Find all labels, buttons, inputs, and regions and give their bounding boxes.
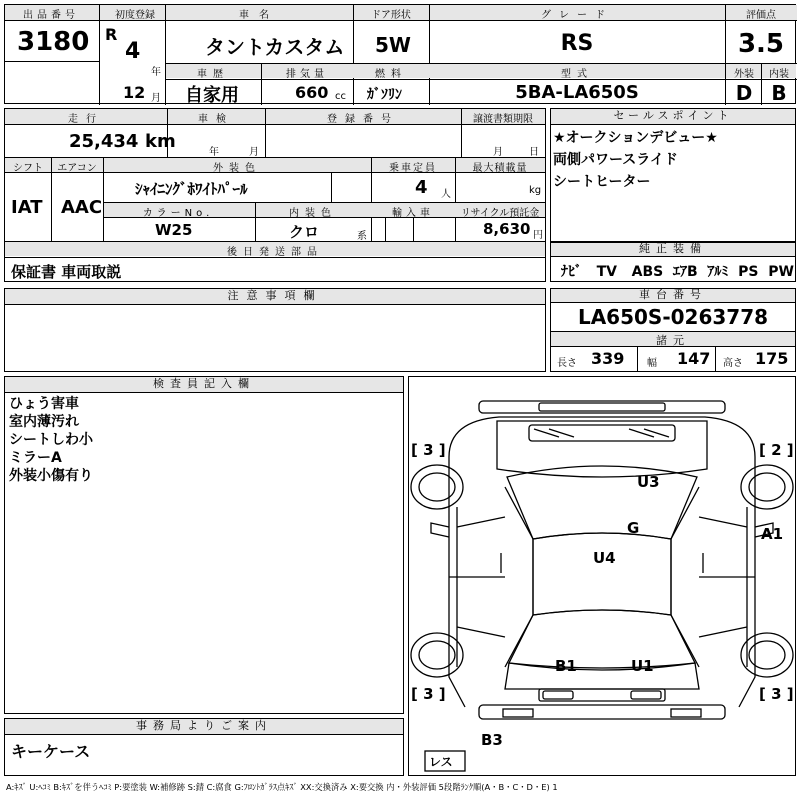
reg-year: 4 (125, 39, 141, 64)
month-unit: 月 (151, 93, 161, 104)
grade-label: グレード (541, 10, 613, 21)
door-label: ドア形状 (371, 10, 411, 21)
reg-no-label: 登録番号 (327, 114, 399, 125)
seats-label: 乗車定員 (389, 163, 437, 174)
color-label: 外装色 (213, 163, 261, 174)
inspector-note-1: ひょう害車 (9, 396, 79, 412)
mileage-value: 25,434 (69, 131, 139, 152)
color-no-label: カラーNo. (142, 208, 214, 219)
ac-label: エアコン (57, 163, 97, 174)
door-type: 5W (375, 33, 411, 57)
equip-airbag: ｴｱB (672, 264, 698, 280)
legend-text: A:ｷｽﾞ U:ﾍｺﾐ B:ｷｽﾞを伴うﾍｺﾐ P:要塗装 W:補修跡 S:錆 C:腐食 G:ﾌﾛﾝﾄｶﾞﾗｽ点ｷｽﾞ XX:交換済み X:要交換 内・外装評価 5段階ﾗﾝｸ順(A・B・C・D・E) 1 (6, 782, 558, 792)
office-panel (4, 718, 404, 776)
damage-diagram (408, 376, 796, 776)
equip-pw: PW (768, 264, 794, 280)
damage-mark-a1: A1 (761, 525, 784, 543)
recycle-unit: 円 (533, 230, 543, 241)
inspector-label: 検査員記入欄 (5, 377, 403, 393)
lot-label: 出品番号 (23, 10, 79, 21)
year-unit: 年 (151, 67, 161, 78)
first-reg-label: 初度登録 (115, 10, 155, 21)
later-parts-value: 保証書 車両取説 (11, 263, 122, 281)
height-value: 175 (755, 349, 789, 368)
color-no-value: W25 (155, 221, 193, 239)
inspector-panel (4, 376, 404, 714)
inspector-note-3: シートしわ小 (9, 432, 93, 448)
inspector-note-2: 室内薄汚れ (9, 414, 79, 430)
doc-day-unit: 日 (529, 147, 539, 158)
doc-month-unit: 月 (493, 147, 503, 158)
length-label: 長さ (557, 358, 577, 369)
notes-label: 注意事項欄 (5, 289, 545, 305)
tire-rear-left: [ 3 ] (411, 685, 446, 703)
doc-deadline-label: 譲渡書類期限 (473, 114, 533, 125)
history-value: 自家用 (185, 85, 239, 106)
equip-navi: ﾅﾋﾞ (561, 264, 582, 280)
score-value: 3.5 (737, 29, 785, 59)
displacement-unit: cc (335, 91, 346, 102)
damage-mark-u1: U1 (631, 657, 654, 675)
car-outline (409, 377, 795, 775)
model-label: 型式 (561, 69, 593, 80)
top-info-panel (4, 4, 796, 104)
seats-value: 4 (415, 177, 428, 198)
office-label: 事務局よりご案内 (5, 719, 403, 735)
width-label: 幅 (647, 358, 657, 369)
inspection-label: 車検 (198, 114, 234, 125)
import-label: 輸入車 (392, 208, 434, 219)
recycle-label: リサイクル預託金 (460, 208, 540, 219)
tire-front-right: [ 2 ] (759, 441, 794, 459)
grade-value: RS (560, 31, 594, 56)
lot-number: 3180 (17, 27, 90, 57)
exterior-color: ｼｬｲﾆﾝｸﾞﾎﾜｲﾄﾊﾟｰﾙ (135, 180, 248, 198)
inspector-note-4: ミラーA (9, 450, 62, 466)
equip-ps: PS (738, 264, 759, 280)
int-label: 内装 (769, 69, 789, 80)
recycle-value: 8,630 (483, 220, 531, 238)
ac-value: AAC (61, 197, 103, 218)
vehicle-detail-panel (4, 108, 546, 282)
length-value: 339 (591, 349, 625, 368)
width-value: 147 (677, 349, 711, 368)
insp-month-unit: 月 (249, 147, 259, 158)
equip-abs: ABS (631, 264, 664, 280)
car-name-label: 車名 (239, 10, 279, 21)
seats-unit: 人 (441, 189, 451, 200)
car-name: タントカスタム (205, 35, 345, 59)
sales-points-panel (550, 108, 796, 242)
history-label: 車歴 (197, 69, 229, 80)
equipment-panel (550, 242, 796, 282)
int-color-unit: 系 (357, 231, 367, 242)
ext-label: 外装 (734, 69, 754, 80)
sales-point-3: シートヒーター (553, 174, 651, 190)
fuel-label: 燃料 (375, 69, 407, 80)
max-load-label: 最大積載量 (472, 163, 528, 174)
score-label: 評価点 (746, 10, 776, 21)
shift-label: シフト (13, 163, 43, 174)
damage-mark-u3: U3 (637, 473, 660, 491)
chassis-panel (550, 288, 796, 372)
int-color-label: 内装色 (289, 208, 337, 219)
load-unit: kg (529, 185, 542, 196)
insp-year-unit: 年 (209, 147, 219, 158)
office-text: キーケース (11, 742, 91, 761)
damage-mark-b1: B1 (555, 657, 577, 675)
tire-front-left: [ 3 ] (411, 441, 446, 459)
equip-alloy: ｱﾙﾐ (707, 264, 729, 280)
ext-score: D (735, 81, 753, 105)
model-value: 5BA-LA650S (515, 82, 639, 103)
sales-points-label: セールスポイント (551, 109, 795, 125)
reg-month: 12 (123, 83, 146, 102)
later-parts-label: 後日発送部品 (227, 247, 323, 258)
sales-point-2: 両側パワースライド (553, 152, 678, 168)
int-score: B (771, 81, 787, 105)
mileage-label: 走行 (68, 114, 104, 125)
inspector-note-5: 外装小傷有り (9, 468, 93, 484)
chassis-label: 車台番号 (551, 289, 795, 303)
damage-mark-b3: B3 (481, 731, 503, 749)
tire-rear-right: [ 3 ] (759, 685, 794, 703)
fuel-value: ｶﾞｿﾘﾝ (367, 87, 402, 103)
equip-tv: TV (596, 264, 618, 280)
displacement-value: 660 (295, 83, 329, 102)
height-label: 高さ (723, 358, 743, 369)
notes-panel (4, 288, 546, 372)
equipment-label: 純正装備 (551, 243, 795, 257)
spare-tire-label: レス (429, 755, 453, 769)
damage-mark-u4: U4 (593, 549, 616, 567)
shift-value: IAT (11, 197, 43, 218)
damage-mark-g: G (627, 519, 640, 537)
displacement-label: 排気量 (286, 69, 328, 80)
era: R (105, 25, 118, 44)
dims-label: 諸元 (551, 332, 795, 346)
sales-point-1: ★オークションデビュー★ (553, 130, 718, 146)
chassis-number: LA650S-0263778 (577, 305, 769, 329)
mileage-unit: km (145, 131, 176, 152)
interior-color: クロ (289, 223, 320, 241)
